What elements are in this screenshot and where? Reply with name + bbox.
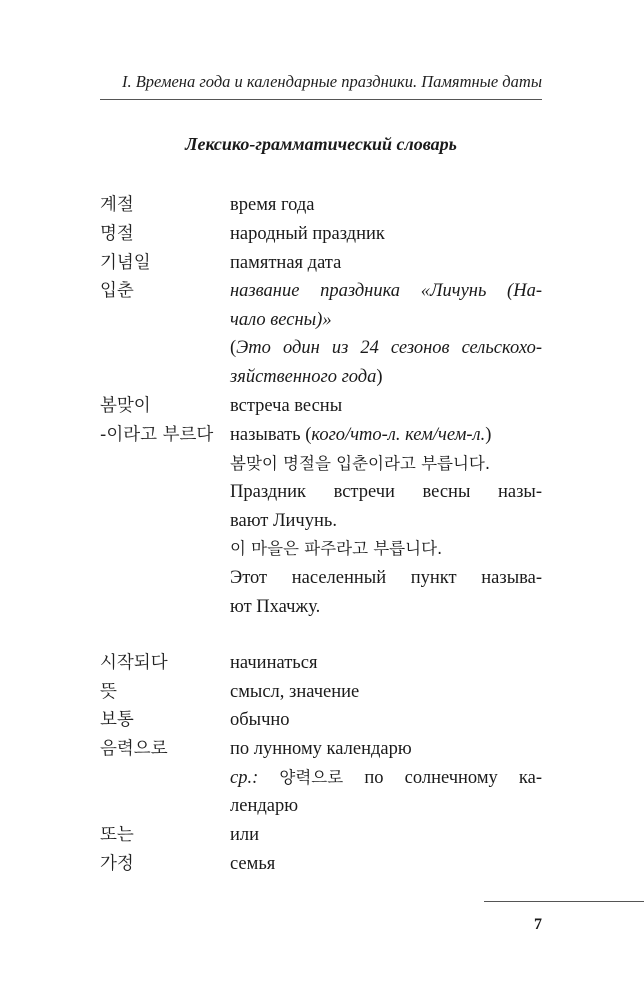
example-translation: Праздник встречи весны назы- <box>230 482 542 503</box>
running-head: I. Времена года и календарные праздники. Памятные даты <box>121 72 542 91</box>
korean-term: 봄맞이 <box>100 396 151 416</box>
page-number: 7 <box>534 916 542 933</box>
russian-translation: памятная дата <box>230 253 342 273</box>
note-text: Это один из 24 сезонов сельскохо- <box>236 338 542 359</box>
russian-translation-cont: чало весны)» <box>230 309 332 330</box>
example-translation: Этот населенный пункт называ- <box>230 567 542 588</box>
korean-term: 음력으로 <box>100 739 168 759</box>
header-rule <box>100 99 542 100</box>
example-korean: 이 마을은 파주라고 부릅니다. <box>230 539 443 559</box>
paren-close: ) <box>485 425 492 445</box>
note-text-cont: зяйственного года <box>230 366 377 387</box>
russian-translation: семья <box>230 854 276 874</box>
korean-term: 뜻 <box>100 682 117 702</box>
russian-translation: название праздника «Личунь (На- <box>230 281 542 301</box>
compare-korean: 양력으로 <box>279 767 344 787</box>
example-korean: 봄맞이 명절을 입춘이라고 부릅니다. <box>230 453 491 473</box>
korean-term: -이라고 부르다 <box>100 425 214 445</box>
korean-term: 명절 <box>100 224 134 244</box>
section-title: Лексико-грамматический словарь <box>185 134 457 154</box>
korean-term: 입춘 <box>100 281 134 301</box>
example-translation-cont: вают Личунь. <box>230 510 337 531</box>
russian-translation: народный праздник <box>230 224 385 244</box>
russian-translation: смысл, значение <box>230 682 360 702</box>
paren-close: ) <box>376 366 383 387</box>
compare-translation-cont: лендарю <box>230 796 299 817</box>
compare-translation: по солнечному ка- <box>364 767 543 788</box>
korean-term: 계절 <box>100 195 134 215</box>
russian-translation: обычно <box>230 710 290 730</box>
russian-translation: называть ( <box>230 425 312 445</box>
paren-open: ( <box>230 338 237 359</box>
example-translation-cont: ют Пхачжу. <box>230 596 321 617</box>
grammar-note: кого/что-л. кем/чем-л. <box>311 425 486 445</box>
korean-term: 또는 <box>100 825 134 845</box>
footer-rule <box>484 901 644 902</box>
compare-label: ср.: <box>230 767 259 788</box>
russian-translation: начинаться <box>230 653 318 673</box>
korean-term: 가정 <box>100 854 134 874</box>
korean-term: 보통 <box>100 710 134 730</box>
korean-term: 기념일 <box>100 253 151 273</box>
russian-translation: или <box>230 825 260 845</box>
korean-term: 시작되다 <box>100 653 168 673</box>
russian-translation: встреча весны <box>230 396 343 416</box>
russian-translation: по лунному календарю <box>230 739 412 759</box>
russian-translation: время года <box>230 195 315 215</box>
